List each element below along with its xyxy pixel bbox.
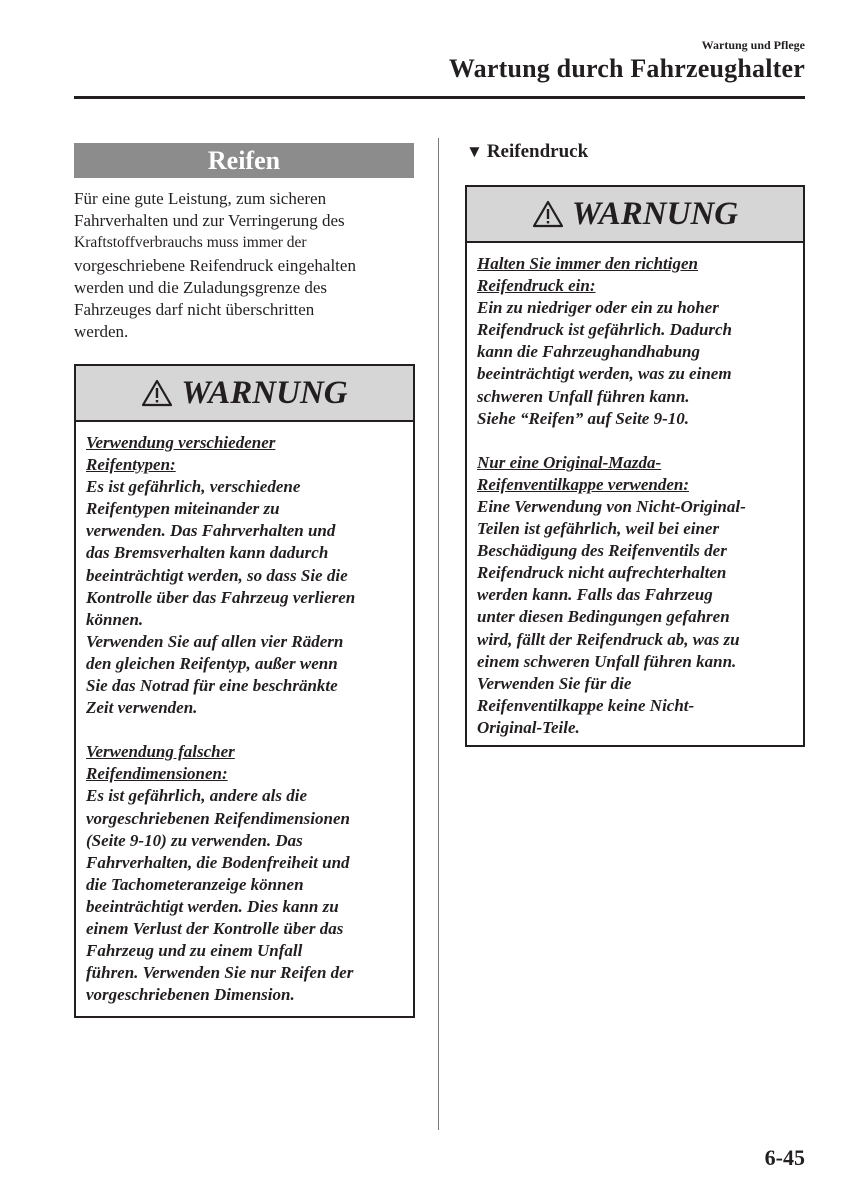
warning-line: beeinträchtigt werden, was zu einem [477,364,732,384]
warning-subheading: Halten Sie immer den richtigen [477,254,699,273]
warning-subheading: Verwendung falscher [86,742,235,762]
column-divider [438,138,439,1130]
intro-line: vorgeschriebene Reifendruck eingehalten [74,255,356,275]
warning-triangle-icon [141,379,173,407]
warning-line: Kontrolle über das Fahrzeug verlieren [86,587,356,607]
warning-subheading: Reifendimensionen: [86,764,228,784]
warning-line: Reifendruck ist gefährlich. Dadurch [477,320,733,340]
warning-subheading: Nur eine Original-Mazda- [477,452,662,472]
warning-line: Eine Verwendung von Nicht-Original- [477,496,746,516]
warning-subheading: Verwendung verschiedener [86,433,276,452]
page-number: 6-45 [764,1145,805,1170]
warning-line: Teilen ist gefährlich, weil bei einer [477,519,720,539]
warning-line: beeinträchtigt werden. Dies kann zu [86,896,339,916]
warning-triangle-icon [532,200,564,228]
triangle-down-icon: ▼ [466,142,483,161]
warning-box-tire-pressure [465,185,805,747]
paragraph-gap [86,719,403,741]
intro-line: Fahrverhalten und zur Verringerung des [74,211,345,231]
warning-line: den gleichen Reifentyp, außer wenn [86,653,338,673]
warning-title: WARNUNG [571,195,739,232]
sub-heading [466,141,588,163]
intro-paragraph [74,188,414,343]
warning-line: führen. Verwenden Sie nur Reifen der [86,963,354,983]
warning-line: kann die Fahrzeughandhabung [477,342,700,362]
intro-line: Kraftstoffverbrauchs muss immer der [74,234,307,252]
warning-line: Reifenventilkappe keine Nicht- [477,695,695,715]
intro-line: Für eine gute Leistung, zum sicheren [74,189,327,208]
warning-line: beeinträchtigt werden, so dass Sie die [86,565,348,585]
warning-subheading: Reifendruck ein: [477,276,596,296]
warning-line: schweren Unfall führen kann. [477,386,690,406]
warning-line: verwenden. Das Fahrverhalten und [86,521,336,541]
warning-line: Ein zu niedriger oder ein zu hoher [477,298,719,318]
warning-line: werden kann. Falls das Fahrzeug [477,585,713,605]
paragraph-gap [477,430,793,452]
warning-line: vorgeschriebenen Reifendimensionen [86,808,350,828]
warning-line: Beschädigung des Reifenventils der [477,541,727,561]
intro-line: Fahrzeuges darf nicht überschritten [74,300,315,320]
warning-subheading: Reifenventilkappe verwenden: [477,474,689,494]
warning-line: vorgeschriebenen Dimension. [86,985,295,1005]
warning-line: Sie das Notrad für eine beschränkte [86,676,338,696]
warning-line: (Seite 9-10) zu verwenden. Das [86,830,303,850]
warning-subheading: Reifentypen: [86,455,176,475]
header-section-label: Wartung und Pflege [701,38,805,52]
warning-line: Original-Teile. [477,717,580,737]
intro-line: werden. [74,322,129,342]
warning-line: Reifentypen miteinander zu [86,499,280,519]
warning-line: unter diesen Bedingungen gefahren [477,607,730,627]
warning-line: Siehe “Reifen” auf Seite 9-10. [477,408,690,428]
warning-line: Es ist gefährlich, verschiedene [86,477,301,497]
warning-body [76,422,413,1016]
warning-line: können. [86,609,144,629]
warning-line: Fahrzeug und zu einem Unfall [86,941,303,961]
warning-box-tire-types [74,364,415,1018]
warning-line: die Tachometeranzeige können [86,874,304,894]
warning-line: einem schweren Unfall führen kann. [477,651,737,671]
warning-header [76,366,413,422]
warning-body [467,243,803,749]
intro-line: werden und die Zuladungsgrenze des [74,277,328,297]
section-title-bar: Reifen [74,143,414,178]
warning-line: Zeit verwenden. [86,698,198,718]
header-rule [74,96,805,99]
page-title: Wartung durch Fahrzeughalter [448,54,805,83]
warning-header [467,187,803,243]
warning-line: einem Verlust der Kontrolle über das [86,918,344,938]
warning-line: wird, fällt der Reifendruck ab, was zu [477,629,740,649]
warning-line: Verwenden Sie auf allen vier Rädern [86,631,344,651]
warning-line: Es ist gefährlich, andere als die [86,786,308,806]
warning-line: Verwenden Sie für die [477,673,632,693]
warning-line: Reifendruck nicht aufrechterhalten [477,563,727,583]
warning-line: das Bremsverhalten kann dadurch [86,543,329,563]
sub-heading-text: Reifendruck [486,141,589,162]
warning-title: WARNUNG [181,374,348,411]
warning-line: Fahrverhalten, die Bodenfreiheit und [86,852,350,872]
